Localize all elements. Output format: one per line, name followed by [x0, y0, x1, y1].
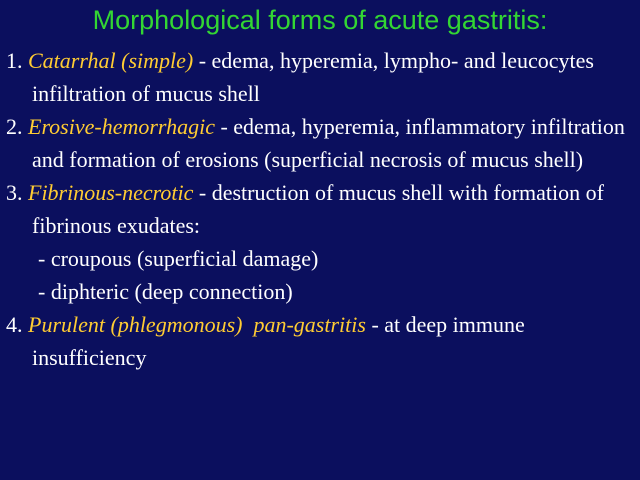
sub-item-diphteric: - diphteric (deep connection)	[38, 279, 293, 304]
form-description: - edema, hyperemia, inflammatory infiltration and formation of erosions (superficial necrosis of mucus shell)	[32, 114, 625, 172]
form-name: Erosive-hemorrhagic	[28, 114, 215, 139]
item-number: 3.	[6, 180, 28, 205]
list-item-fibrinous	[6, 176, 636, 242]
list-item-erosive	[6, 110, 636, 176]
item-number: 4.	[6, 312, 28, 337]
form-description: - destruction of mucus shell with formation of fibrinous exudates:	[32, 180, 604, 238]
form-name: Purulent (phlegmonous)	[28, 312, 243, 337]
sub-item-croupous: - croupous (superficial damage)	[38, 246, 319, 271]
form-name-secondary: pan-gastritis	[253, 312, 366, 337]
form-description: - edema, hyperemia, lympho- and leucocytes infiltration of mucus shell	[32, 48, 594, 106]
slide-title: Morphological forms of acute gastritis:	[92, 5, 548, 35]
form-name: Fibrinous-necrotic	[28, 180, 194, 205]
form-name: Catarrhal (simple)	[28, 48, 194, 73]
list-item-purulent	[6, 308, 636, 374]
separator	[242, 312, 253, 337]
form-description: - at deep immune insufficiency	[32, 312, 525, 370]
item-number: 1.	[6, 48, 28, 73]
list-item-catarrhal	[6, 44, 636, 110]
gastritis-forms-list	[6, 44, 636, 374]
item-number: 2.	[6, 114, 28, 139]
